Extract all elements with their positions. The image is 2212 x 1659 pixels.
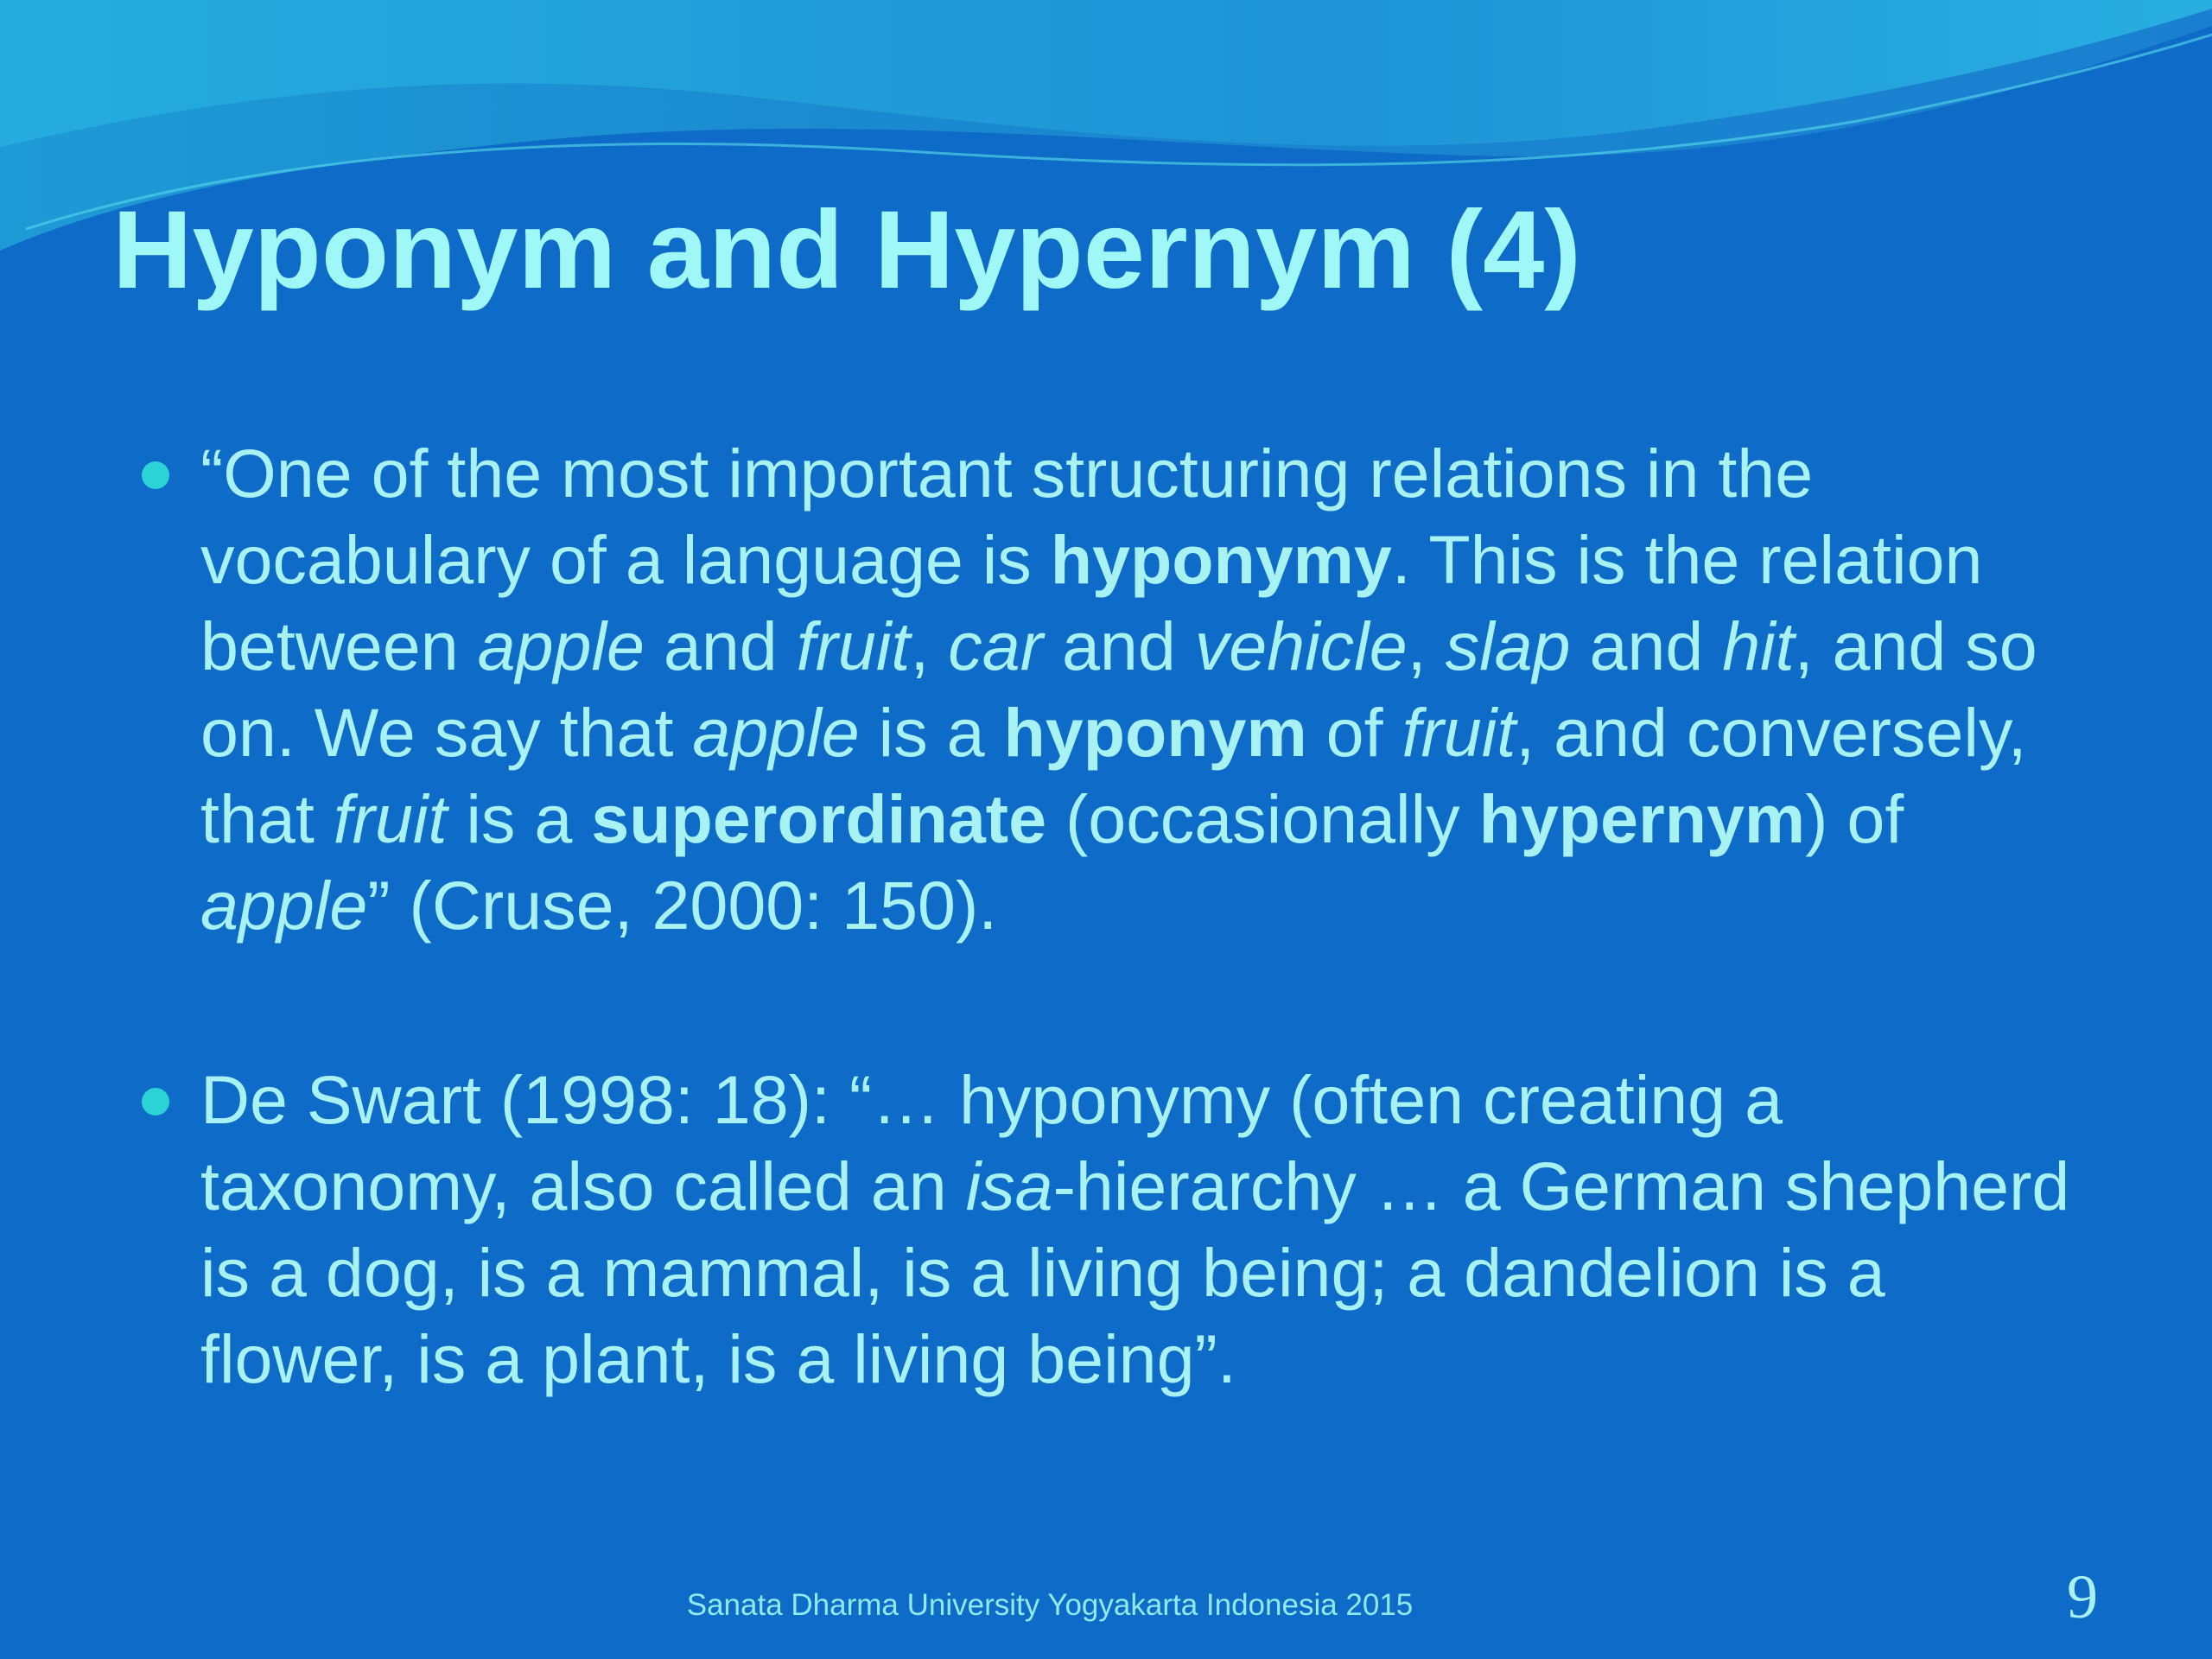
bullet-item-cruse-quote: [137, 430, 2089, 949]
text-run: ,: [1407, 607, 1446, 684]
bullet-text: [200, 435, 2037, 944]
bullet-item-de-swart-quote: [137, 1057, 2089, 1402]
bullet-dot-icon: [142, 1088, 169, 1116]
text-run: ” (Cruse, 2000: 150).: [367, 867, 998, 944]
emphasis-italic: slap: [1445, 607, 1571, 684]
emphasis-italic: fruit: [1402, 694, 1516, 771]
text-run: , and conversely, that: [200, 694, 2027, 857]
page-number: 9: [2067, 1562, 2098, 1631]
slide-footer: [0, 1586, 2100, 1624]
emphasis-bold: superordinate: [591, 780, 1047, 857]
bullet-list: [137, 430, 2089, 1402]
text-run: ,: [910, 607, 949, 684]
emphasis-italic: vehicle: [1194, 607, 1408, 684]
text-run: and: [1043, 607, 1195, 684]
emphasis-italic: car: [948, 607, 1044, 684]
footer-text: Sanata Dharma University Yogyakarta Indonesia 2015: [686, 1588, 1414, 1622]
emphasis-italic: fruit: [333, 780, 448, 857]
text-run: and: [644, 607, 797, 684]
emphasis-italic: fruit: [796, 607, 911, 684]
text-run: and: [1570, 607, 1723, 684]
emphasis-italic: hit: [1722, 607, 1795, 684]
emphasis-bold: hyponymy: [1050, 521, 1392, 598]
bullet-text: [200, 1061, 2069, 1397]
emphasis-italic: apple: [692, 694, 860, 771]
text-run: -hierarchy … a German shepherd is a dog, is a mammal, is a living being; a dandelion is a flower, is a plant, is a living being”.: [200, 1147, 2070, 1397]
emphasis-italic: apple: [477, 607, 645, 684]
text-run: , and so on. We say that: [200, 607, 2037, 771]
text-run: is a: [859, 694, 1004, 771]
text-run: De Swart (1998: 18): “… hyponymy (often creating a taxonomy, also called an: [200, 1061, 1783, 1224]
text-run: “One of the most important structuring relations in the vocabulary of a language is: [200, 435, 1814, 598]
slide-title: Hyponym and Hypernym (4): [112, 188, 1581, 312]
emphasis-italic: apple: [200, 867, 368, 944]
emphasis-bold: hyponym: [1003, 694, 1307, 771]
text-run: ) of: [1805, 780, 1904, 857]
text-run: (occasionally: [1046, 780, 1479, 857]
text-run: . This is the relation between: [200, 521, 1983, 684]
emphasis-italic: isa: [965, 1147, 1053, 1224]
emphasis-bold: hypernym: [1478, 780, 1806, 857]
text-run: is a: [447, 780, 592, 857]
text-run: of: [1306, 694, 1402, 771]
bullet-dot-icon: [142, 461, 169, 489]
